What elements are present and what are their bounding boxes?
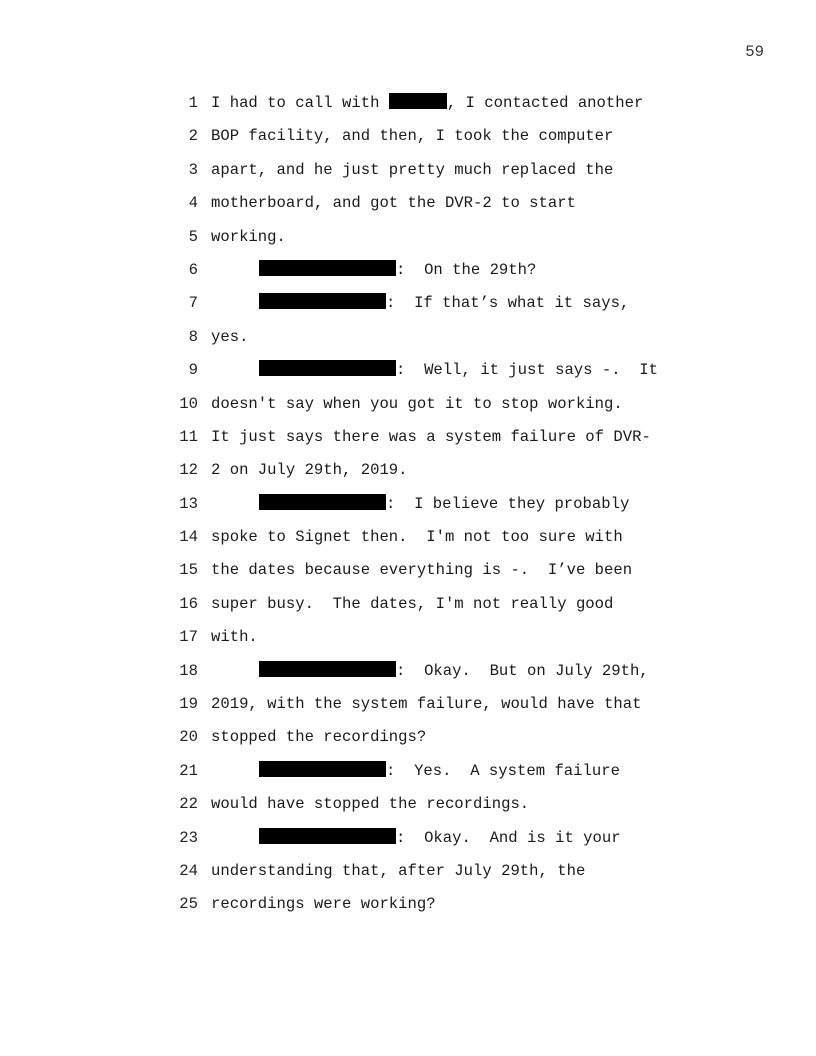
line-text — [211, 460, 408, 481]
line-number: 13 — [179, 494, 198, 513]
line-text — [211, 360, 658, 381]
line-number: 20 — [179, 728, 198, 747]
line-number: 17 — [179, 628, 198, 647]
text-segment: yes. — [211, 327, 249, 346]
speaker-text: : Okay. And is it your — [396, 828, 621, 847]
text-segment: working. — [211, 227, 286, 246]
line-number: 19 — [179, 695, 198, 714]
transcript-line — [170, 126, 690, 159]
line-number: 3 — [188, 160, 198, 179]
redacted-speaker-name — [259, 761, 386, 777]
line-text — [211, 761, 620, 782]
line-number: 12 — [179, 461, 198, 480]
line-text — [211, 828, 621, 849]
transcript-line — [170, 327, 690, 360]
line-number: 2 — [188, 127, 198, 146]
text-segment: 2019, with the system failure, would have that — [211, 695, 642, 714]
transcript-line — [170, 794, 690, 827]
transcript-line — [170, 93, 690, 126]
transcript-line — [170, 828, 690, 861]
line-text — [211, 560, 632, 581]
line-text — [211, 894, 436, 915]
speaker-text: : Okay. But on July 29th, — [396, 661, 649, 680]
text-segment: apart, and he just pretty much replaced the — [211, 160, 614, 179]
transcript-line — [170, 861, 690, 894]
text-segment: , I contacted another — [446, 94, 644, 112]
transcript-line — [170, 193, 690, 226]
text-segment: I had to call with — [211, 94, 389, 112]
line-number: 14 — [179, 528, 198, 547]
line-text — [211, 293, 629, 314]
text-segment: understanding that, after July 29th, the — [211, 861, 586, 880]
line-text — [211, 227, 286, 248]
transcript-line — [170, 260, 690, 293]
redacted-speaker-name — [259, 260, 396, 276]
text-segment: would have stopped the recordings. — [211, 795, 530, 814]
text-segment: recordings were working? — [211, 895, 436, 914]
transcript-line — [170, 527, 690, 560]
line-number: 11 — [179, 427, 198, 446]
line-text — [211, 694, 641, 715]
speaker-text: : If that’s what it says, — [386, 294, 630, 313]
line-number: 4 — [188, 194, 198, 213]
line-text — [211, 93, 643, 114]
transcript-line — [170, 627, 690, 660]
line-number: 8 — [188, 327, 198, 346]
line-text — [211, 494, 629, 515]
speaker-text: : Yes. A system failure — [386, 761, 620, 780]
line-text — [211, 594, 613, 615]
transcript-line — [170, 293, 690, 326]
line-text — [211, 394, 623, 415]
line-text — [211, 427, 651, 448]
redaction-box — [389, 93, 447, 109]
transcript-line — [170, 894, 690, 927]
transcript-line — [170, 727, 690, 760]
text-segment: 2 on July 29th, 2019. — [211, 461, 408, 480]
line-number: 9 — [188, 361, 198, 380]
transcript-line — [170, 460, 690, 493]
line-text — [211, 861, 585, 882]
transcript-line — [170, 761, 690, 794]
text-segment: doesn't say when you got it to stop working. — [211, 394, 623, 413]
redacted-speaker-name — [259, 360, 396, 376]
text-segment: It just says there was a system failure of DVR- — [211, 427, 651, 446]
line-text — [211, 794, 529, 815]
line-text — [211, 661, 649, 682]
transcript-line — [170, 694, 690, 727]
line-text — [211, 126, 613, 147]
line-text — [211, 627, 258, 648]
text-segment: BOP facility, and then, I took the computer — [211, 127, 614, 146]
transcript-line — [170, 560, 690, 593]
line-number: 24 — [179, 861, 198, 880]
line-text — [211, 727, 426, 748]
text-segment: motherboard, and got the DVR-2 to start — [211, 194, 576, 213]
transcript-line — [170, 360, 690, 393]
line-number: 16 — [179, 594, 198, 613]
line-text — [211, 160, 613, 181]
transcript-line — [170, 661, 690, 694]
text-segment: spoke to Signet then. I'm not too sure with — [211, 528, 623, 547]
line-number: 18 — [179, 661, 198, 680]
line-number: 25 — [179, 895, 198, 914]
transcript-line — [170, 160, 690, 193]
transcript-line — [170, 427, 690, 460]
redacted-speaker-name — [259, 828, 396, 844]
line-number: 6 — [188, 260, 198, 279]
line-text — [211, 193, 576, 214]
speaker-text: : Well, it just says -. It — [396, 361, 659, 380]
redacted-speaker-name — [259, 661, 396, 677]
text-segment: stopped the recordings? — [211, 728, 427, 747]
line-text — [211, 260, 536, 281]
transcript-line — [170, 594, 690, 627]
redacted-speaker-name — [259, 494, 386, 510]
transcript-line — [170, 227, 690, 260]
transcript-line — [170, 394, 690, 427]
speaker-text: : I believe they probably — [386, 494, 630, 513]
line-number: 7 — [188, 294, 198, 313]
transcript-body — [170, 93, 690, 928]
line-number: 1 — [188, 94, 198, 112]
page-number: 59 — [745, 43, 764, 61]
text-segment: with. — [211, 628, 258, 647]
redacted-speaker-name — [259, 293, 386, 309]
line-number: 21 — [179, 761, 198, 780]
transcript-line — [170, 494, 690, 527]
line-number: 23 — [179, 828, 198, 847]
line-text — [211, 527, 623, 548]
line-number: 10 — [179, 394, 198, 413]
line-text — [211, 327, 248, 348]
text-segment: super busy. The dates, I'm not really good — [211, 594, 614, 613]
line-number: 22 — [179, 795, 198, 814]
speaker-text: : On the 29th? — [396, 260, 537, 279]
line-number: 5 — [188, 227, 198, 246]
line-number: 15 — [179, 561, 198, 580]
text-segment: the dates because everything is -. I’ve been — [211, 561, 633, 580]
